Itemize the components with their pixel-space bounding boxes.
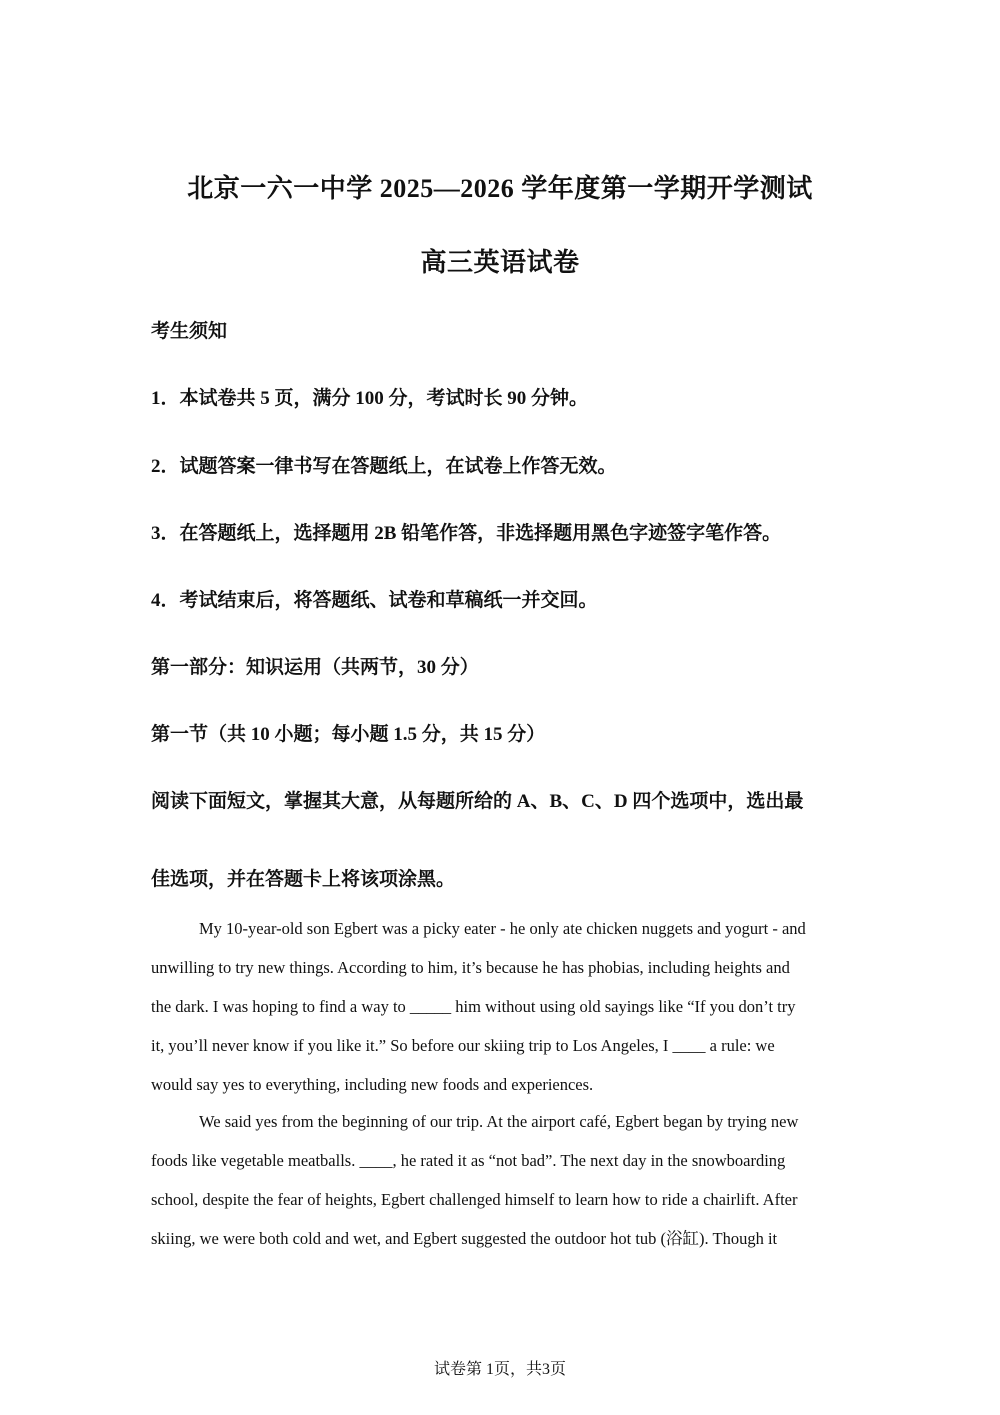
page-footer: 试卷第 1页，共3页 [433,1361,566,1378]
part-title: 第一部分：知识运用（共两节，30 分） [151,657,479,678]
passage-line: the dark. I was hoping to find a way to _____ him without using old sayings like “If you don’t try [151,997,796,1016]
passage-line: would say yes to everything, including new foods and experiences. [151,1075,594,1094]
passage-line: foods like vegetable meatballs. ____, he rated it as “not bad”. The next day in the snowboarding [151,1151,786,1170]
instruction-item-2: 2．试题答案一律书写在答题纸上，在试卷上作答无效。 [151,456,617,477]
passage-line: We said yes from the beginning of our trip. At the airport café, Egbert began by trying new [199,1112,799,1131]
instruction-item-1: 1．本试卷共 5 页，满分 100 分，考试时长 90 分钟。 [151,388,589,409]
exam-title: 北京一六一中学 2025—2026 学年度第一学期开学测试 [187,174,813,203]
instructions-heading: 考生须知 [151,321,228,342]
passage-line: skiing, we were both cold and wet, and Egbert suggested the outdoor hot tub (浴缸). Though it [151,1229,778,1248]
instruction-item-4: 4．考试结束后，将答题纸、试卷和草稿纸一并交回。 [151,590,598,611]
directions-line-1: 阅读下面短文，掌握其大意，从每题所给的 A、B、C、D 四个选项中，选出最 [151,791,804,812]
passage-line: My 10-year-old son Egbert was a picky eater - he only ate chicken nuggets and yogurt - and [199,919,806,938]
passage-paragraph-1 [151,909,851,1104]
exam-subtitle: 高三英语试卷 [420,248,580,277]
passage-line: unwilling to try new things. According to him, it’s because he has phobias, including heights and [151,958,790,977]
instruction-item-3: 3．在答题纸上，选择题用 2B 铅笔作答，非选择题用黑色字迹签字笔作答。 [151,523,782,544]
directions-line-2: 佳选项，并在答题卡上将该项涂黑。 [151,869,456,890]
passage-line: it, you’ll never know if you like it.” So before our skiing trip to Los Angeles, I ____ a rule: we [151,1036,775,1055]
passage-paragraph-2 [151,1102,851,1258]
section-subtitle: 第一节（共 10 小题；每小题 1.5 分，共 15 分） [151,724,546,745]
passage-line: school, despite the fear of heights, Egbert challenged himself to learn how to ride a chairlift. After [151,1190,798,1209]
